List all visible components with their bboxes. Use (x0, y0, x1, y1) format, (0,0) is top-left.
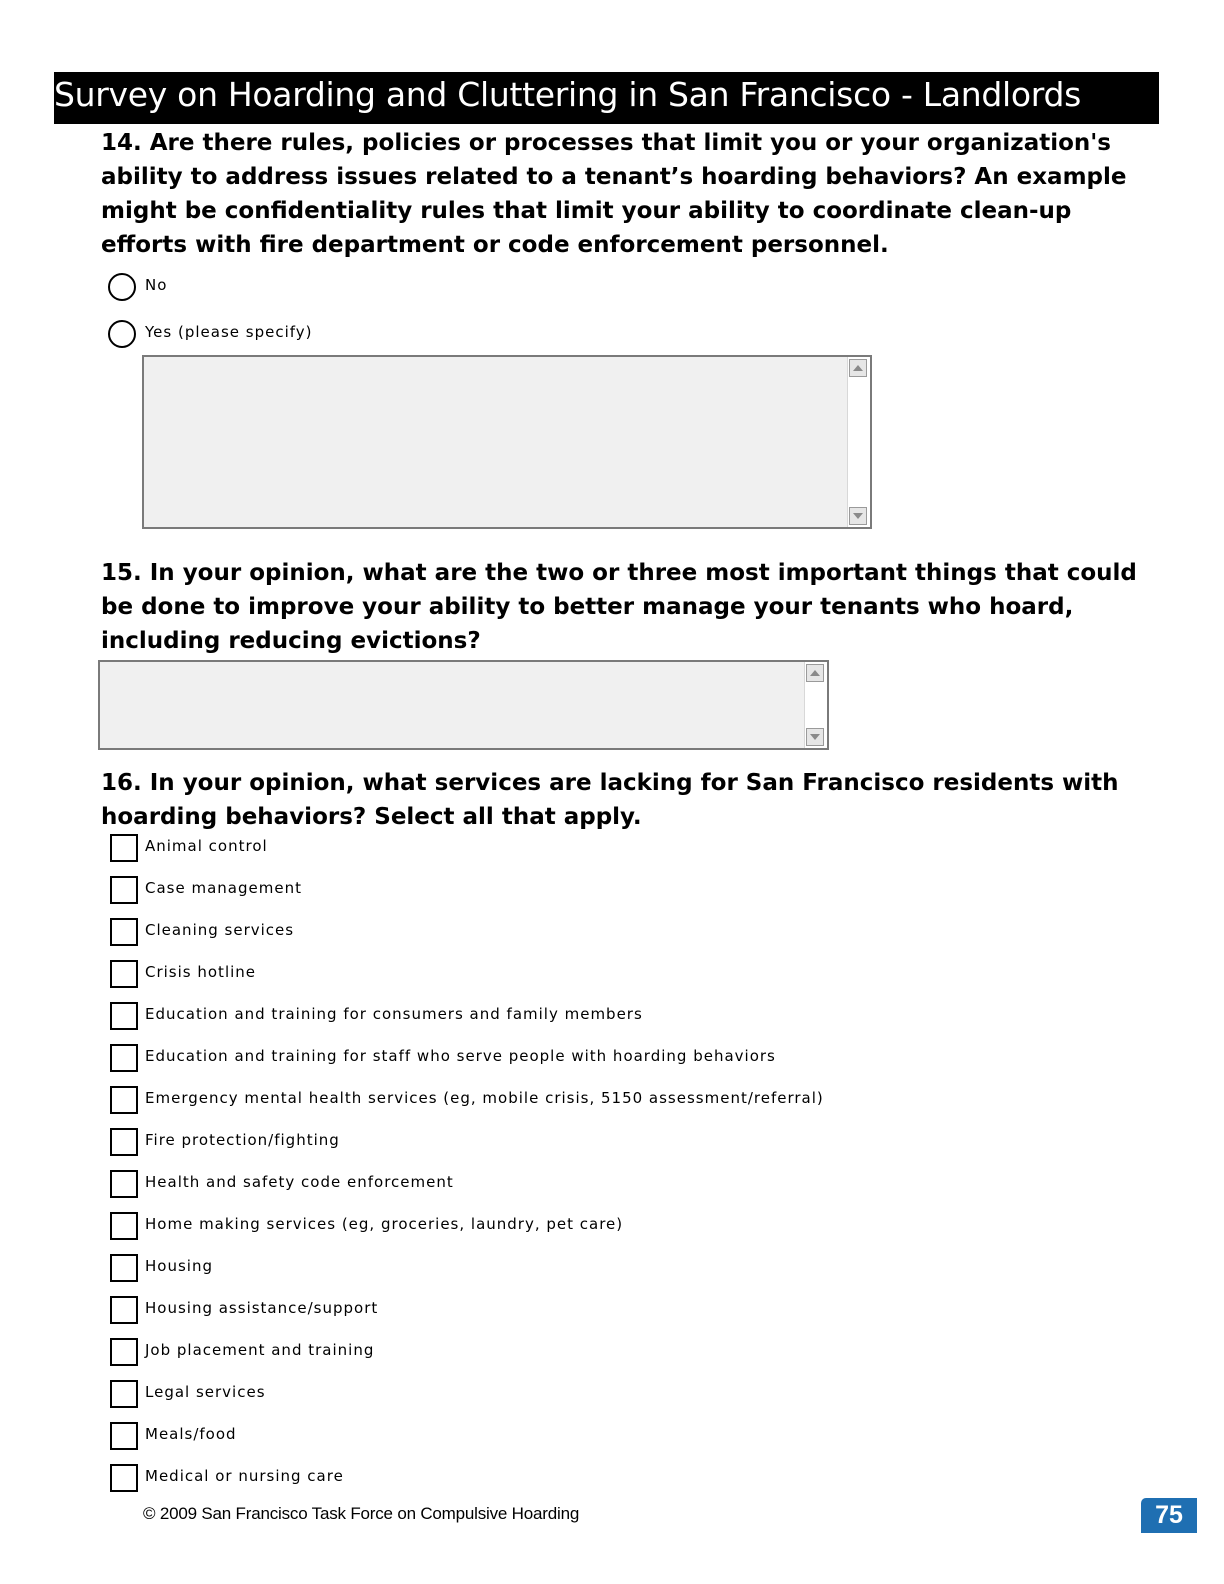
checkbox[interactable] (110, 1002, 138, 1030)
checkbox[interactable] (110, 876, 138, 904)
checkbox[interactable] (110, 834, 138, 862)
page-title: Survey on Hoarding and Cluttering in San Francisco - Landlords (54, 75, 1082, 114)
q16-option-label: Legal services (145, 1383, 266, 1401)
scroll-down-button[interactable] (849, 507, 867, 525)
q15-answer-textarea[interactable] (98, 660, 829, 750)
q14-option-label: No (145, 276, 168, 294)
arrow-down-icon (810, 734, 820, 740)
scroll-up-button[interactable] (806, 664, 824, 682)
checkbox[interactable] (110, 1254, 138, 1282)
arrow-up-icon (810, 670, 820, 676)
q16-option-label: Home making services (eg, groceries, laundry, pet care) (145, 1215, 624, 1233)
q16-option-label: Meals/food (145, 1425, 237, 1443)
scroll-down-button[interactable] (806, 728, 824, 746)
question-16-text: 16. In your opinion, what services are lacking for San Francisco residents with hoarding behaviors? Select all that apply. (101, 770, 1119, 830)
question-15-text: 15. In your opinion, what are the two or three most important things that could be done to improve your ability to better manage your tenants who hoard, including reducing evictions? (101, 560, 1137, 654)
q14-specify-textarea[interactable] (142, 355, 872, 529)
q16-option-label: Cleaning services (145, 921, 295, 939)
q14-option-label: Yes (please specify) (145, 323, 313, 341)
q16-option-label: Education and training for staff who serve people with hoarding behaviors (145, 1047, 776, 1065)
scrollbar[interactable] (804, 662, 827, 748)
checkbox[interactable] (110, 1296, 138, 1324)
q16-option-label: Fire protection/fighting (145, 1131, 340, 1149)
scroll-up-button[interactable] (849, 359, 867, 377)
footer-copyright: © 2009 San Francisco Task Force on Compulsive Hoarding (143, 1504, 580, 1523)
q16-option-label: Job placement and training (145, 1341, 375, 1359)
scrollbar[interactable] (847, 357, 870, 527)
q16-option-label: Health and safety code enforcement (145, 1173, 454, 1191)
radio-button[interactable] (108, 273, 136, 301)
q16-option-label: Housing assistance/support (145, 1299, 379, 1317)
checkbox[interactable] (110, 1044, 138, 1072)
checkbox[interactable] (110, 1338, 138, 1366)
radio-button[interactable] (108, 320, 136, 348)
checkbox[interactable] (110, 960, 138, 988)
q16-option-label: Case management (145, 879, 302, 897)
checkbox[interactable] (110, 1128, 138, 1156)
checkbox[interactable] (110, 1212, 138, 1240)
checkbox[interactable] (110, 1464, 138, 1492)
q16-option-label: Housing (145, 1257, 213, 1275)
arrow-up-icon (853, 365, 863, 371)
arrow-down-icon (853, 513, 863, 519)
q16-option-label: Crisis hotline (145, 963, 257, 981)
page-header-bar (54, 72, 1159, 124)
checkbox[interactable] (110, 1422, 138, 1450)
q16-option-label: Medical or nursing care (145, 1467, 344, 1485)
checkbox[interactable] (110, 1170, 138, 1198)
checkbox[interactable] (110, 1380, 138, 1408)
checkbox[interactable] (110, 918, 138, 946)
page-number-badge: 75 (1141, 1498, 1197, 1533)
q16-option-label: Emergency mental health services (eg, mobile crisis, 5150 assessment/referral) (145, 1089, 824, 1107)
q16-option-label: Education and training for consumers and family members (145, 1005, 643, 1023)
q16-option-label: Animal control (145, 837, 268, 855)
question-14-text: 14. Are there rules, policies or processes that limit you or your organization's ability to address issues related to a tenant’s hoarding behaviors? An example might be confidentiality rules that limit your ability to coordinate clean-up efforts with fire department or code enforcement personnel. (101, 130, 1127, 258)
checkbox[interactable] (110, 1086, 138, 1114)
